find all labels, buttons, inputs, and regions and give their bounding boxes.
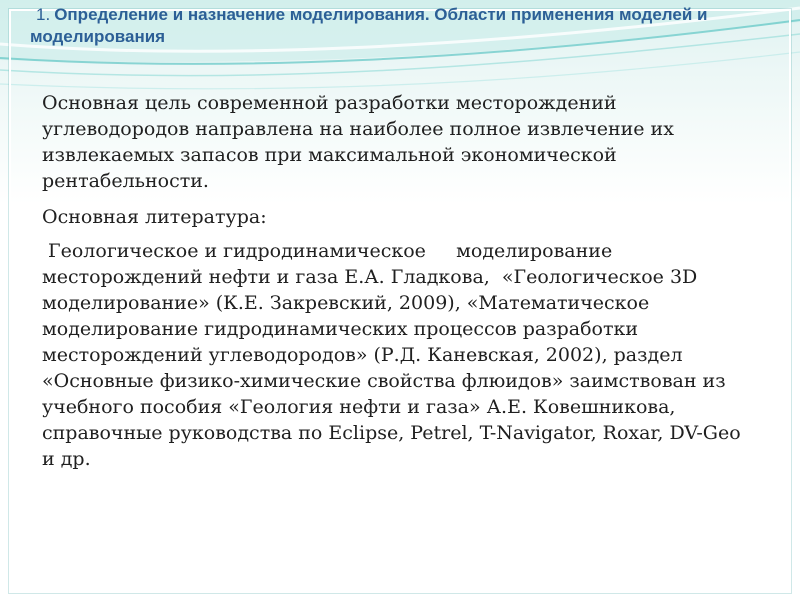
slide-title [30,4,730,48]
slide-body [42,90,747,482]
goal-paragraph: Основная цель современной разработки месторождений углеводородов направлена на наиболее полное извлечение их извлекаемых запасов при максимальной экономической рентабельности. [42,92,674,192]
title-number: 1. [36,5,51,24]
literature-text: Геологическое и гидродинамическое моделирование месторождений нефти и газа Е.А. Гладкова, «Геологическое 3D моделирование» (К.Е. Закревский, 2009), «Математическое моделирование гидродинамических процессов разработки месторождений углеводородов» (Р.Д. Каневская, 2002), раздел «Основные физико-химические свойства флюидов» заимствован из учебного пособия «Геология нефти и газа» А.Е. Ковешникова, справочные руководства по Eclipse, Petrel, T-Navigator, Roxar, DV-Geo и др. [42,240,747,470]
title-text: Определение и назначение моделирования. Области применения моделей и моделирования [30,5,708,46]
literature-heading: Основная литература: [42,206,267,228]
literature-list [42,238,747,472]
